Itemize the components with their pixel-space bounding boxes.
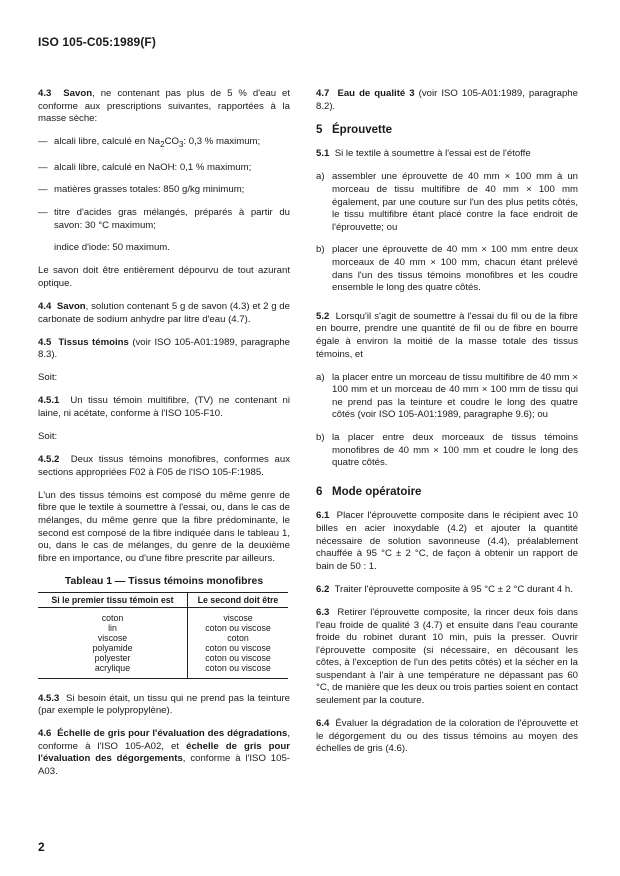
section-4-3: 4.3 Savon, ne contenant pas plus de 5 % d'eau et conforme aux prescriptions suivantes, rapportées à la masse sèche: — [38, 88, 290, 125]
table-row: polyester coton ou viscose — [38, 653, 288, 663]
section-4-6: 4.6 Échelle de gris pour l'évaluation des dégradations, conforme à l'ISO 105-A02, et échelle de gris pour l'évaluation des dégorgements, conforme à l'ISO 105-A03. — [38, 728, 290, 777]
dash-marker: — — [38, 136, 48, 148]
dash-marker: — — [38, 206, 48, 218]
list-item: — matières grasses totales: 850 g/kg minimum; — [38, 184, 245, 196]
right-column — [316, 88, 578, 766]
table-row: acrylique coton ou viscose — [38, 663, 288, 679]
iodine-index: indice d'iode: 50 maximum. — [54, 242, 170, 254]
soap-note: Le savon doit être entièrement dépourvu de tout azurant optique. — [38, 265, 290, 289]
table-header: Si le premier tissu témoin est — [38, 592, 188, 607]
table-row: polyamide coton ou viscose — [38, 643, 288, 653]
monofibre-paragraph: L'un des tissus témoins est composé du même genre de fibre que le textile à soumettre à l'essai, ou, dans le cas de mélanges, du même genre que la fibre prédominante, le second est composé de la fibre indiquée dans le tableau 1, ou, dans le cas de mélanges, du genre de la deuxième fibre en importance, ou d'une fibre prescrite par ailleurs. — [38, 489, 290, 564]
table-header: Le second doit être — [188, 592, 288, 607]
section-5-1: 5.1 Si le textile à soumettre à l'essai est de l'étoffe — [316, 148, 531, 160]
section-4-5-1: 4.5.1 Un tissu témoin multifibre, (TV) ne contenant ni laine, ni acétate, conforme à l'ISO 105-F10. — [38, 395, 290, 419]
section-6-3: 6.3 Retirer l'éprouvette composite, la rincer deux fois dans l'eau froide de qualité 3 (4.7) et ensuite dans l'eau courante froide du robinet durant 10 min, puis la presser. Ouvrir l'éprouvette composite (si nécessaire, en décousant les côtes, à l'exception de l'un des petits côtés) et la sécher en la suspendant à l'air à une température ne dépassant pas 60 °C, de manière que les deux ou trois parties soient en contact seulement par la couture. — [316, 606, 578, 707]
page-number: 2 — [38, 840, 45, 854]
section-4-5-3: 4.5.3 Si besoin était, un tissu qui ne prend pas la teinture (par exemple le polypropylène). — [38, 692, 290, 717]
section-6-1: 6.1 Placer l'éprouvette composite dans le récipient avec 10 billes en acier inoxydable (4.2) et ajouter la quantité nécessaire de solution savonneuse (4.4), préalablement chauffée à 95 °C ± 2 °C, de façon à obtenir un rapport de bain de 50 : 1. — [316, 510, 578, 572]
dash-marker: — — [38, 161, 48, 173]
document-header: ISO 105-C05:1989(F) — [38, 35, 156, 49]
soit-label: Soit: — [38, 372, 58, 384]
table-caption: Tableau 1 — Tissus témoins monofibres — [64, 575, 264, 587]
list-item: b) placer une éprouvette de 40 mm × 100 mm entre deux morceaux de 40 mm × 100 mm, chacun étant prélevé dans l'un des tissus témoins monofibres et les coudre ensemble le long des quatre côtés. — [316, 244, 578, 294]
left-column — [38, 88, 290, 789]
list-item: a) assembler une éprouvette de 40 mm × 100 mm à un morceau de tissu multifibre de 40 mm × 100 mm également, par une couture sur l'un des plus petits côtés, le tissu multifibre étant placé contre la face endroit de l'éprouvette; ou — [316, 171, 578, 233]
section-4-5: 4.5 Tissus témoins (voir ISO 105-A01:1989, paragraphe 8.3). — [38, 336, 290, 361]
dash-marker: — — [38, 184, 48, 196]
section-4-4: 4.4 Savon, solution contenant 5 g de savon (4.3) et 2 g de carbonate de sodium anhydre par litre d'eau (4.7). — [38, 300, 290, 325]
list-item: — alcali libre, calculé en $Na_2CO_3$: 0,3 % maximum; — [38, 136, 290, 152]
monofibre-table — [38, 592, 288, 679]
table-row: viscose coton — [38, 633, 288, 643]
list-item: b) la placer entre deux morceaux de tissus témoins monofibres de 40 mm × 100 mm et coudre le long des quatre côtés. — [316, 431, 578, 469]
section-4-7: 4.7 Eau de qualité 3 (voir ISO 105-A01:1989, paragraphe 8.2). — [316, 88, 578, 112]
soit-label: Soit: — [38, 431, 58, 443]
list-item: — alcali libre, calculé en NaOH: 0,1 % maximum; — [38, 161, 252, 173]
table-row: lin coton ou viscose — [38, 623, 288, 633]
list-item: — titre d'acides gras mélangés, préparés à partir du savon: 30 °C maximum; — [38, 206, 290, 231]
section-6-2: 6.2 Traiter l'éprouvette composite à 95 °C ± 2 °C durant 4 h. — [316, 583, 573, 595]
section-6-4: 6.4 Évaluer la dégradation de la coloration de l'éprouvette et le dégorgement du ou des tissus témoins au moyen des échelles de gris (4.6). — [316, 718, 578, 755]
section-6-heading: 6 Mode opératoire — [316, 485, 422, 498]
table-row: coton viscose — [38, 607, 288, 623]
section-4-5-2: 4.5.2 Deux tissus témoins monofibres, conformes aux sections appropriées F02 à F05 de l'ISO 105-F:1985. — [38, 454, 290, 478]
list-item: a) la placer entre un morceau de tissu multifibre de 40 mm × 100 mm et un morceau de 40 mm × 100 mm de tissu qui ne prend pas la teinture et coudre le long des quatre côtés (voir ISO 105-A01:1989, paragraphe 9.6); ou — [316, 371, 578, 421]
section-5-2: 5.2 Lorsqu'il s'agit de soumettre à l'essai du fil ou de la fibre en bourre, prendre une quantité de fil ou de fibre en bourre égale à environ la moitié de la masse totale des tissus témoins, et — [316, 310, 578, 360]
section-5-heading: 5 Éprouvette — [316, 123, 393, 136]
